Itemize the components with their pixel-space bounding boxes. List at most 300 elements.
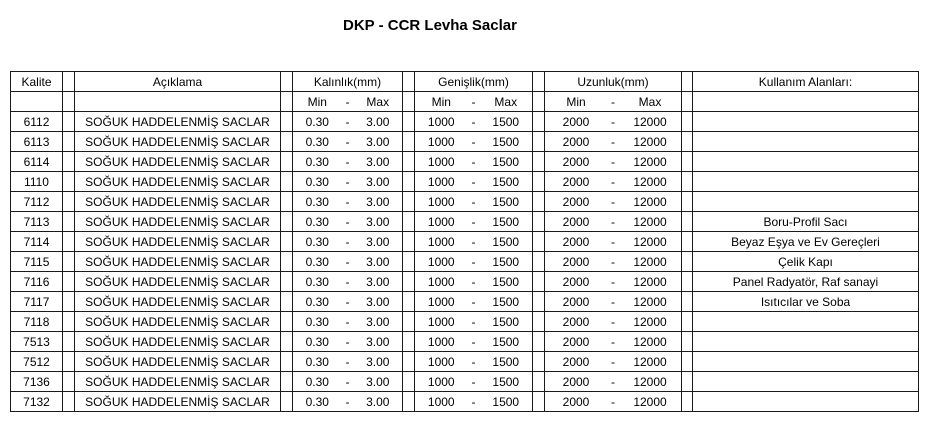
kalinlik-min-value: 0.30 [305, 294, 329, 309]
cell-kalinlik [293, 272, 403, 292]
uzunluk-min-value: 2000 [562, 134, 590, 149]
genislik-max-value: 1500 [492, 214, 520, 229]
kalinlik-max-value: 3.00 [366, 234, 390, 249]
range-dash: - [471, 234, 476, 249]
uzunluk-max-value: 12000 [633, 214, 667, 229]
cell-genislik [415, 392, 533, 412]
column-gap [403, 352, 415, 372]
table-row [11, 112, 919, 132]
cell-uzunluk [545, 252, 682, 272]
kalinlik-min-value: 0.30 [305, 334, 329, 349]
genislik-max-value: 1500 [492, 154, 520, 169]
cell-uzunluk [545, 292, 682, 312]
uzunluk-min-value: 2000 [562, 234, 590, 249]
range-dash: - [611, 294, 615, 309]
uzunluk-min-value: 2000 [562, 334, 590, 349]
table-row [11, 332, 919, 352]
uzunluk-min-value: 2000 [562, 394, 590, 409]
column-gap [682, 172, 693, 192]
column-gap [281, 192, 293, 212]
kalinlik-max-value: 3.00 [366, 134, 390, 149]
genislik-min-value: 1000 [427, 334, 455, 349]
genislik-max-value: 1500 [492, 234, 520, 249]
cell-kalite: 7114 [11, 232, 63, 252]
kalinlik-min-value: 0.30 [305, 374, 329, 389]
column-gap [403, 212, 415, 232]
header-row-1 [11, 72, 919, 92]
genislik-min-value: 1000 [427, 354, 455, 369]
column-gap [63, 192, 75, 212]
table-row [11, 232, 919, 252]
uzunluk-min-value: 2000 [562, 214, 590, 229]
cell-genislik [415, 372, 533, 392]
column-gap [281, 392, 293, 412]
column-gap [63, 292, 75, 312]
column-gap [403, 92, 415, 112]
uzunluk-min-value: 2000 [562, 194, 590, 209]
kalinlik-min-value: 0.30 [305, 114, 329, 129]
table-row [11, 392, 919, 412]
column-gap [63, 212, 75, 232]
cell-uzunluk [545, 232, 682, 252]
cell-aciklama: SOĞUK HADDELENMİŞ SACLAR [75, 192, 281, 212]
column-gap [403, 132, 415, 152]
uzunluk-max-value: 12000 [633, 374, 667, 389]
cell-uzunluk [545, 112, 682, 132]
genislik-max-value: 1500 [492, 134, 520, 149]
column-gap [403, 152, 415, 172]
range-dash: - [611, 114, 615, 129]
table-header [11, 72, 919, 112]
column-gap [63, 92, 75, 112]
column-gap [682, 372, 693, 392]
uzunluk-min-value: 2000 [562, 274, 590, 289]
cell-kalite: 6114 [11, 152, 63, 172]
cell-kalinlik [293, 392, 403, 412]
column-gap [533, 192, 545, 212]
cell-aciklama: SOĞUK HADDELENMİŞ SACLAR [75, 252, 281, 272]
column-gap [403, 72, 415, 92]
cell-aciklama: SOĞUK HADDELENMİŞ SACLAR [75, 112, 281, 132]
cell-uzunluk [545, 312, 682, 332]
column-gap [682, 392, 693, 412]
column-gap [281, 212, 293, 232]
kalinlik-max-value: 3.00 [366, 154, 390, 169]
cell-uzunluk [545, 392, 682, 412]
cell-kalinlik [293, 332, 403, 352]
column-gap [682, 232, 693, 252]
cell-genislik [415, 252, 533, 272]
cell-uzunluk [545, 152, 682, 172]
kalinlik-max-value: 3.00 [366, 194, 390, 209]
cell-uzunluk [545, 212, 682, 232]
cell-genislik [415, 192, 533, 212]
genislik-max-value: 1500 [492, 354, 520, 369]
table-body [11, 112, 919, 412]
column-gap [403, 312, 415, 332]
cell-kullanim [693, 152, 919, 172]
genislik-min-value: 1000 [427, 314, 455, 329]
range-dash: - [471, 194, 476, 209]
cell-genislik [415, 232, 533, 252]
column-gap [63, 252, 75, 272]
genislik-max-value: 1500 [492, 254, 520, 269]
kalinlik-min-value: 0.30 [305, 174, 329, 189]
genislik-min-value: 1000 [427, 214, 455, 229]
genislik-min-value: 1000 [427, 394, 455, 409]
uzunluk-max-value: 12000 [633, 254, 667, 269]
uzunluk-max-value: 12000 [633, 154, 667, 169]
range-dash: - [471, 374, 476, 389]
range-dash: - [345, 114, 350, 129]
column-gap [281, 292, 293, 312]
column-gap [63, 332, 75, 352]
kalinlik-min-value: 0.30 [305, 254, 329, 269]
uzunluk-max-value: 12000 [633, 334, 667, 349]
column-gap [533, 332, 545, 352]
cell-kalinlik [293, 112, 403, 132]
range-dash: - [611, 234, 615, 249]
cell-uzunluk [545, 352, 682, 372]
range-dash: - [345, 254, 350, 269]
column-gap [63, 392, 75, 412]
column-gap [403, 112, 415, 132]
range-dash: - [471, 294, 476, 309]
column-gap [63, 112, 75, 132]
genislik-max-value: 1500 [492, 314, 520, 329]
kalinlik-max-value: 3.00 [366, 374, 390, 389]
kalinlik-min-value: 0.30 [305, 154, 329, 169]
column-gap [281, 92, 293, 112]
range-dash: - [611, 354, 615, 369]
uzunluk-max-value: 12000 [633, 394, 667, 409]
max-label: Max [366, 94, 390, 109]
kalinlik-min-value: 0.30 [305, 134, 329, 149]
range-dash: - [471, 174, 476, 189]
cell-kalite: 7116 [11, 272, 63, 292]
cell-uzunluk [545, 372, 682, 392]
genislik-max-value: 1500 [492, 174, 520, 189]
range-dash: - [611, 374, 615, 389]
cell-genislik [415, 332, 533, 352]
cell-kullanim [693, 352, 919, 372]
max-label: Max [638, 94, 662, 109]
genislik-max-value: 1500 [492, 394, 520, 409]
uzunluk-min-value: 2000 [562, 114, 590, 129]
cell-kullanim [693, 392, 919, 412]
column-gap [682, 272, 693, 292]
cell-kalinlik [293, 352, 403, 372]
column-gap [63, 312, 75, 332]
column-gap [682, 92, 693, 112]
kalinlik-max-value: 3.00 [366, 274, 390, 289]
empty-header-cell [693, 92, 919, 112]
cell-kalinlik [293, 372, 403, 392]
cell-uzunluk [545, 172, 682, 192]
column-gap [403, 332, 415, 352]
range-dash: - [611, 254, 615, 269]
range-dash: - [345, 234, 350, 249]
genislik-min-value: 1000 [427, 114, 455, 129]
table-row [11, 152, 919, 172]
product-table [10, 71, 919, 412]
range-dash: - [345, 314, 350, 329]
table-row [11, 312, 919, 332]
cell-kullanim: Çelik Kapı [693, 252, 919, 272]
range-dash: - [611, 174, 615, 189]
range-dash: - [345, 374, 350, 389]
uzunluk-min-value: 2000 [562, 374, 590, 389]
genislik-min-value: 1000 [427, 154, 455, 169]
column-gap [281, 352, 293, 372]
range-dash: - [345, 134, 350, 149]
genislik-max-value: 1500 [492, 194, 520, 209]
column-gap [533, 352, 545, 372]
cell-kalinlik [293, 172, 403, 192]
kalinlik-max-value: 3.00 [366, 114, 390, 129]
range-dash: - [471, 334, 476, 349]
cell-aciklama: SOĞUK HADDELENMİŞ SACLAR [75, 292, 281, 312]
genislik-min-value: 1000 [427, 234, 455, 249]
column-gap [682, 332, 693, 352]
table-row [11, 272, 919, 292]
range-dash: - [611, 94, 615, 109]
page-title: DKP - CCR Levha Saclar [343, 17, 517, 34]
column-gap [281, 232, 293, 252]
range-dash: - [471, 254, 476, 269]
cell-aciklama: SOĞUK HADDELENMİŞ SACLAR [75, 132, 281, 152]
kalinlik-max-value: 3.00 [366, 354, 390, 369]
column-gap [533, 372, 545, 392]
cell-kalinlik [293, 132, 403, 152]
column-gap [281, 252, 293, 272]
column-gap [63, 132, 75, 152]
column-gap [533, 72, 545, 92]
range-dash: - [345, 394, 350, 409]
column-gap [682, 192, 693, 212]
cell-aciklama: SOĞUK HADDELENMİŞ SACLAR [75, 212, 281, 232]
cell-kalite: 7136 [11, 372, 63, 392]
genislik-min-value: 1000 [427, 134, 455, 149]
cell-kalite: 7512 [11, 352, 63, 372]
range-dash: - [471, 94, 476, 109]
col-header-kalinlik: Kalınlık(mm) [293, 72, 403, 92]
column-gap [63, 152, 75, 172]
column-gap [533, 232, 545, 252]
column-gap [281, 272, 293, 292]
kalinlik-max-value: 3.00 [366, 214, 390, 229]
col-header-kalite: Kalite [11, 72, 63, 92]
cell-kalite: 6112 [11, 112, 63, 132]
cell-aciklama: SOĞUK HADDELENMİŞ SACLAR [75, 172, 281, 192]
kalinlik-max-value: 3.00 [366, 334, 390, 349]
range-dash: - [345, 274, 350, 289]
cell-aciklama: SOĞUK HADDELENMİŞ SACLAR [75, 352, 281, 372]
column-gap [281, 152, 293, 172]
range-dash: - [471, 394, 476, 409]
genislik-max-value: 1500 [492, 334, 520, 349]
genislik-min-value: 1000 [427, 194, 455, 209]
range-dash: - [471, 354, 476, 369]
range-dash: - [345, 334, 350, 349]
cell-kalite: 7113 [11, 212, 63, 232]
kalinlik-min-value: 0.30 [305, 214, 329, 229]
range-dash: - [611, 134, 615, 149]
column-gap [533, 112, 545, 132]
range-dash: - [471, 214, 476, 229]
cell-kalite: 1110 [11, 172, 63, 192]
column-gap [63, 352, 75, 372]
cell-genislik [415, 292, 533, 312]
kalinlik-min-value: 0.30 [305, 274, 329, 289]
column-gap [63, 272, 75, 292]
cell-uzunluk [545, 332, 682, 352]
table-row [11, 172, 919, 192]
cell-kalinlik [293, 192, 403, 212]
kalinlik-max-value: 3.00 [366, 314, 390, 329]
cell-kalite: 7513 [11, 332, 63, 352]
range-dash: - [471, 114, 476, 129]
range-dash: - [611, 154, 615, 169]
genislik-max-value: 1500 [492, 374, 520, 389]
cell-kalinlik [293, 292, 403, 312]
column-gap [682, 352, 693, 372]
cell-kalite: 7118 [11, 312, 63, 332]
column-gap [281, 312, 293, 332]
cell-uzunluk [545, 192, 682, 212]
cell-kullanim [693, 372, 919, 392]
column-gap [63, 172, 75, 192]
minmax-header-genislik [415, 92, 533, 112]
column-gap [682, 312, 693, 332]
cell-kullanim: Isıtıcılar ve Soba [693, 292, 919, 312]
cell-kalite: 7132 [11, 392, 63, 412]
cell-kalinlik [293, 252, 403, 272]
kalinlik-min-value: 0.30 [305, 354, 329, 369]
genislik-max-value: 1500 [492, 294, 520, 309]
kalinlik-max-value: 3.00 [366, 394, 390, 409]
range-dash: - [611, 274, 615, 289]
cell-genislik [415, 172, 533, 192]
uzunluk-max-value: 12000 [633, 194, 667, 209]
kalinlik-max-value: 3.00 [366, 174, 390, 189]
cell-genislik [415, 152, 533, 172]
uzunluk-max-value: 12000 [633, 294, 667, 309]
uzunluk-min-value: 2000 [562, 354, 590, 369]
cell-aciklama: SOĞUK HADDELENMİŞ SACLAR [75, 332, 281, 352]
cell-kalinlik [293, 152, 403, 172]
column-gap [682, 112, 693, 132]
kalinlik-min-value: 0.30 [305, 194, 329, 209]
cell-kullanim [693, 332, 919, 352]
uzunluk-max-value: 12000 [633, 114, 667, 129]
range-dash: - [345, 154, 350, 169]
range-dash: - [471, 314, 476, 329]
cell-kalite: 6113 [11, 132, 63, 152]
column-gap [533, 272, 545, 292]
column-gap [403, 172, 415, 192]
range-dash: - [471, 134, 476, 149]
range-dash: - [345, 194, 350, 209]
column-gap [403, 252, 415, 272]
cell-uzunluk [545, 132, 682, 152]
cell-kalinlik [293, 312, 403, 332]
column-gap [533, 132, 545, 152]
column-gap [533, 312, 545, 332]
table-row [11, 372, 919, 392]
genislik-min-value: 1000 [427, 294, 455, 309]
column-gap [281, 132, 293, 152]
kalinlik-min-value: 0.30 [305, 234, 329, 249]
cell-aciklama: SOĞUK HADDELENMİŞ SACLAR [75, 372, 281, 392]
col-header-genislik: Genişlik(mm) [415, 72, 533, 92]
column-gap [533, 152, 545, 172]
max-label: Max [494, 94, 518, 109]
column-gap [281, 172, 293, 192]
range-dash: - [471, 274, 476, 289]
column-gap [533, 92, 545, 112]
genislik-min-value: 1000 [427, 274, 455, 289]
uzunluk-max-value: 12000 [633, 134, 667, 149]
cell-kullanim: Beyaz Eşya ve Ev Gereçleri [693, 232, 919, 252]
header-row-2 [11, 92, 919, 112]
minmax-header-kalinlik [293, 92, 403, 112]
cell-kullanim [693, 192, 919, 212]
cell-kullanim [693, 112, 919, 132]
cell-genislik [415, 112, 533, 132]
min-label: Min [307, 94, 327, 109]
range-dash: - [345, 354, 350, 369]
cell-aciklama: SOĞUK HADDELENMİŞ SACLAR [75, 392, 281, 412]
range-dash: - [471, 154, 476, 169]
uzunluk-min-value: 2000 [562, 254, 590, 269]
column-gap [682, 292, 693, 312]
cell-aciklama: SOĞUK HADDELENMİŞ SACLAR [75, 312, 281, 332]
table-row [11, 132, 919, 152]
column-gap [63, 72, 75, 92]
column-gap [403, 272, 415, 292]
genislik-max-value: 1500 [492, 114, 520, 129]
column-gap [403, 232, 415, 252]
cell-aciklama: SOĞUK HADDELENMİŞ SACLAR [75, 272, 281, 292]
range-dash: - [345, 294, 350, 309]
column-gap [533, 172, 545, 192]
column-gap [63, 232, 75, 252]
min-label: Min [566, 94, 586, 109]
kalinlik-max-value: 3.00 [366, 254, 390, 269]
column-gap [281, 332, 293, 352]
genislik-min-value: 1000 [427, 374, 455, 389]
genislik-min-value: 1000 [427, 174, 455, 189]
empty-header-cell [75, 92, 281, 112]
cell-kalite: 7115 [11, 252, 63, 272]
cell-kalite: 7117 [11, 292, 63, 312]
table-row [11, 212, 919, 232]
genislik-max-value: 1500 [492, 274, 520, 289]
cell-genislik [415, 272, 533, 292]
uzunluk-min-value: 2000 [562, 154, 590, 169]
cell-kalite: 7112 [11, 192, 63, 212]
col-header-uzunluk: Uzunluk(mm) [545, 72, 682, 92]
column-gap [63, 372, 75, 392]
column-gap [403, 392, 415, 412]
kalinlik-min-value: 0.30 [305, 394, 329, 409]
genislik-min-value: 1000 [427, 254, 455, 269]
column-gap [682, 152, 693, 172]
column-gap [403, 372, 415, 392]
cell-kullanim [693, 312, 919, 332]
column-gap [403, 192, 415, 212]
